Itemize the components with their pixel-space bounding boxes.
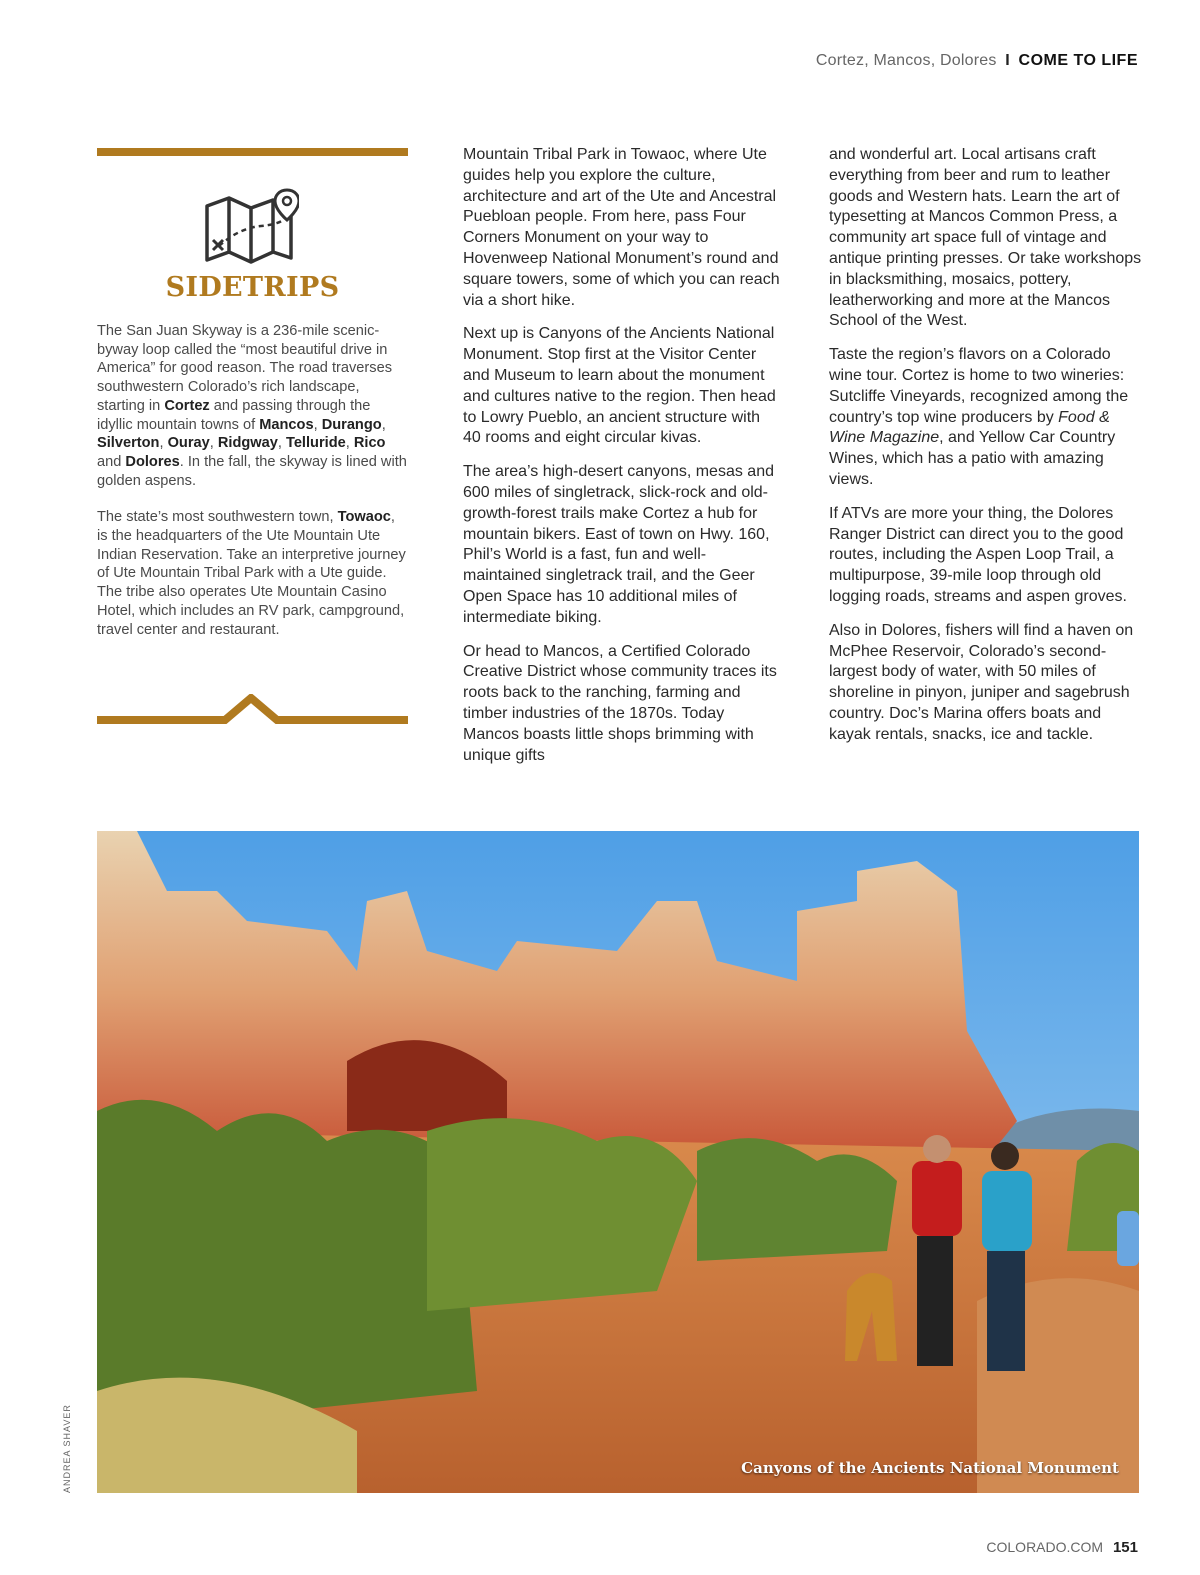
- place-towaoc: Towaoc: [337, 509, 391, 526]
- article-paragraph: Or head to Mancos, a Certified Colorado Creative District whose community traces its roots back to the ranching, farming and timber industries of the 1870s. Today Mancos boasts little shops brimming with unique gifts: [463, 642, 777, 764]
- place-cortez: Cortez: [164, 397, 210, 414]
- landscape-illustration: [97, 831, 1139, 1493]
- running-header: [816, 52, 1138, 70]
- sidebar-paragraph-2: The state’s most southwestern town, Towaoc, is the headquarters of the Ute Mountain Ute Indian Reservation. Take an interpretive journey of Ute Mountain Tribal Park with a Ute guide. The tribe also operates Ute Mountain Casino Hotel, which includes an RV park, campground, travel center and restaurant.: [97, 509, 406, 638]
- place-durango: Durango: [321, 416, 382, 433]
- place-dolores: Dolores: [125, 453, 180, 470]
- article-column-2: [829, 145, 1147, 759]
- place-silverton: Silverton: [97, 435, 160, 452]
- place-rico: Rico: [353, 435, 386, 452]
- sidebar-paragraph-1: The San Juan Skyway is a 236-mile scenic-byway loop called the “most beautiful drive in America” for good reason. The road traverses southwestern Colorado’s rich landscape, starting in Cortez and passing through the idyllic mountain towns of Mancos, Durango, Silverton, Ouray, Ridgway, Telluride, Rico and Dolores. In the fall, the skyway is lined with golden aspens.: [97, 323, 407, 489]
- sidebar-text: [97, 322, 408, 657]
- header-separator: I: [1005, 52, 1010, 69]
- article-column-1: [463, 145, 781, 779]
- sidetrips-sidebar: [97, 148, 408, 728]
- photo-caption: Canyons of the Ancients National Monument: [741, 1459, 1119, 1477]
- article-paragraph: and wonderful art. Local artisans craft everything from beer and rum to leather goods and Western hats. Learn the art of typesetting at Mancos Common Press, a community art space full of vintage and antique printing presses. Or take workshops in blacksmithing, mosaics, pottery, leatherworking and more at the Mancos School of the West.: [829, 146, 1142, 330]
- magazine-title: Food & Wine Magazine: [829, 408, 1110, 447]
- article-paragraph: Taste the region’s flavors on a Colorado wine tour. Cortez is home to two wineries: Sutcliffe Vineyards, recognized among the country’s top wine producers by Food & Wine Magazine, and Yellow Car Country Wines, which has a patio with amazing views.: [829, 346, 1129, 488]
- place-mancos: Mancos: [259, 416, 314, 433]
- article-paragraph: Mountain Tribal Park in Towaoc, where Ute guides help you explore the culture, architecture and art of the Ute and Ancestral Puebloan people. From here, pass Four Corners Monument on your way to Hovenweep National Monument’s round and square towers, some of which you can reach via a short hike.: [463, 146, 780, 309]
- header-section: COME TO LIFE: [1018, 52, 1138, 69]
- page-footer: [986, 1539, 1138, 1556]
- article-paragraph: Next up is Canyons of the Ancients National Monument. Stop first at the Visitor Center and Museum to learn about the monument and cultures native to the region. Then head to Lowry Pueblo, an ancient structure with 40 rooms and eight circular kivas.: [463, 325, 776, 447]
- footer-site: COLORADO.COM: [986, 1539, 1104, 1555]
- page-number: 151: [1112, 1539, 1138, 1556]
- place-ridgway: Ridgway: [217, 435, 278, 452]
- photo-credit: ANDREA SHAVER: [62, 1404, 72, 1493]
- place-ouray: Ouray: [167, 435, 210, 452]
- article-paragraph: The area’s high-desert canyons, mesas and 600 miles of singletrack, slick-rock and old-growth-forest trails make Cortez a hub for mountain bikers. East of town on Hwy. 160, Phil’s World is a fast, fun and well-maintained singletrack trail, and the Geer Open Space has 10 additional miles of intermediate biking.: [463, 463, 774, 626]
- sidebar-title: SIDETRIPS: [165, 272, 340, 303]
- place-telluride: Telluride: [285, 435, 346, 452]
- canyons-photo: [97, 831, 1139, 1493]
- header-places: Cortez, Mancos, Dolores: [815, 52, 997, 69]
- map-pin-icon: [203, 188, 299, 270]
- sidebar-bottom-rule: [97, 694, 408, 730]
- article-paragraph: Also in Dolores, fishers will find a haven on McPhee Reservoir, Colorado’s second-largest body of water, with 50 miles of shoreline in pinyon, juniper and sagebrush country. Doc’s Marina offers boats and kayak rentals, snacks, ice and tackle.: [829, 621, 1134, 743]
- sidebar-top-rule: [97, 148, 408, 156]
- article-paragraph: If ATVs are more your thing, the Dolores Ranger District can direct you to the good routes, including the Aspen Loop Trail, a multipurpose, 39-mile loop through old logging roads, streams and aspen groves.: [829, 504, 1127, 605]
